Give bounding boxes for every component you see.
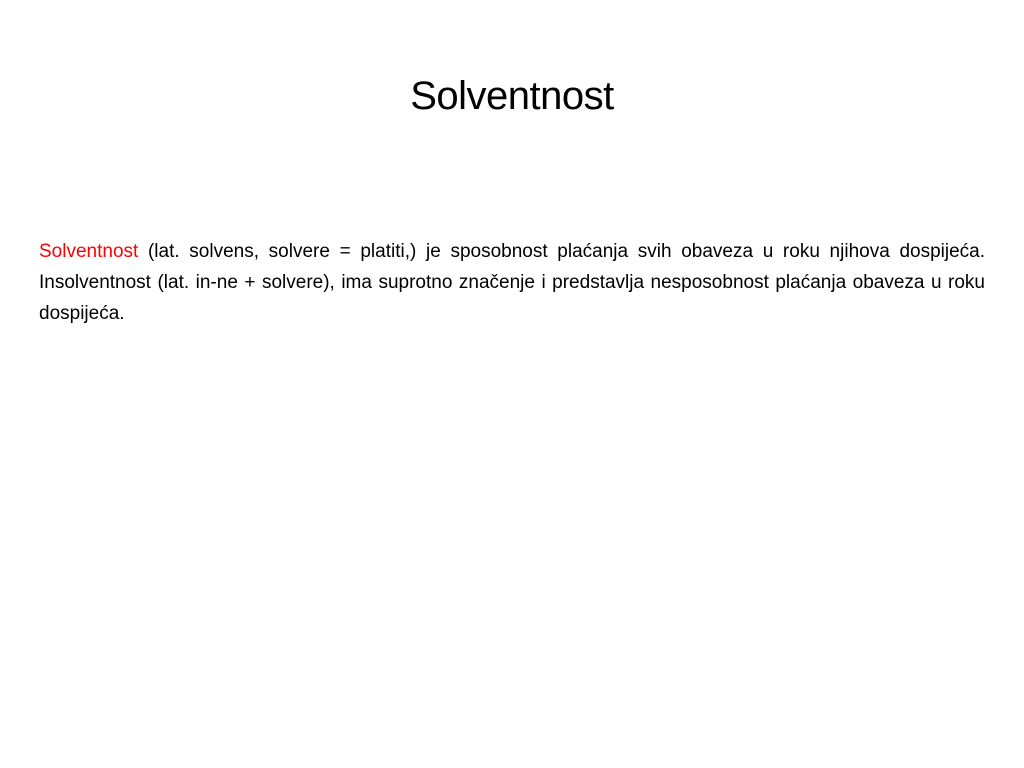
- definition-text: (lat. solvens, solvere = platiti,) je sposobnost plaćanja svih obaveza u roku njihova dospijeća. Insolventnost (lat. in-ne + solvere), ima suprotno značenje i predstavlja nesposobnost plaćanja obaveza u roku dospijeća.: [39, 241, 985, 324]
- slide-body-paragraph: [39, 236, 985, 329]
- highlighted-term: Solventnost: [39, 241, 139, 262]
- slide-title: Solventnost: [410, 74, 614, 118]
